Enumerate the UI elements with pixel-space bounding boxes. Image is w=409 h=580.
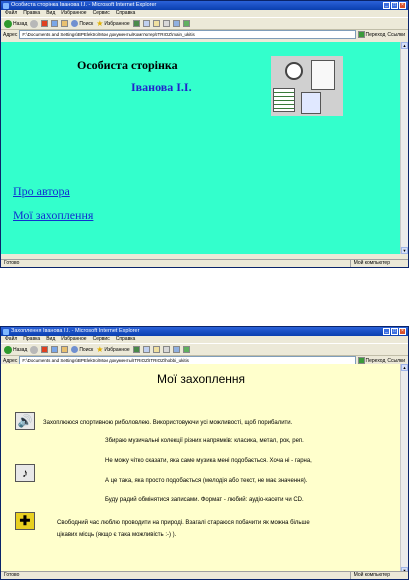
status-zone: Мой компьютер (350, 260, 408, 267)
back-button[interactable]: Назад (4, 20, 27, 28)
link-about-author[interactable]: Про автора (13, 184, 70, 198)
fishing-paragraph: Захоплююся спортивною риболовлею. Використовуючи усі можливості, щоб порибалити. (43, 420, 293, 426)
minimize-button[interactable]: _ (383, 2, 390, 9)
scroll-down-icon[interactable]: ▼ (402, 248, 407, 253)
menu-view[interactable]: Вид (46, 10, 56, 16)
go-arrow-icon (358, 357, 365, 364)
menu-edit[interactable]: Правка (23, 336, 41, 342)
menu-help[interactable]: Справка (115, 336, 136, 342)
history-icon[interactable] (143, 20, 150, 27)
music-note-icon: ♪ (15, 464, 35, 482)
minimize-button[interactable]: _ (383, 328, 390, 335)
browser-window-1 (0, 0, 409, 268)
status-zone: Мой компьютер (350, 572, 408, 579)
status-text: Готово (4, 260, 20, 266)
menu-edit[interactable]: Правка (23, 10, 41, 16)
music-line-3: А це така, яка просто подобається (мелодія або текст, не має значення). (105, 478, 308, 484)
star-icon: ★ (96, 19, 104, 28)
music-line-4: Буду радий обмінятися записами. Формат - любий: аудіо-касети чи CD. (105, 497, 304, 503)
links-button[interactable]: Ссылки (387, 31, 405, 38)
music-line-2: Не можу чітко сказати, яка саме музика мені подобається. Хоча ні - гарна, (105, 458, 312, 464)
mail-icon[interactable] (153, 346, 160, 353)
address-label: Адрес (3, 31, 18, 38)
link-hobbies[interactable]: Мої захоплення (13, 208, 94, 222)
home-icon[interactable] (61, 346, 68, 353)
toolbar (1, 17, 408, 29)
address-input[interactable]: F:\Documents and Settings\BPElektro\Мои документы\Комп'ютер\ITRIOZ\main_ukitis (19, 30, 355, 39)
page-title: Особиста сторінка (77, 58, 178, 72)
calendar-icon (311, 60, 335, 90)
status-bar (1, 259, 408, 267)
favorites-button[interactable]: ★ Избранное (96, 345, 130, 354)
messenger-icon[interactable] (183, 346, 190, 353)
vertical-scrollbar[interactable] (400, 364, 408, 574)
stop-icon[interactable] (41, 20, 48, 27)
search-button[interactable]: Поиск (71, 346, 93, 353)
menu-bar (1, 10, 408, 17)
toolbar (1, 343, 408, 355)
back-button[interactable]: Назад (4, 346, 27, 354)
nature-paragraph-line-1: Свободний час люблю проводити на природі. Взагалі стараюся побачити як можна більше (57, 520, 310, 526)
close-button[interactable]: × (399, 328, 406, 335)
clock-icon (285, 62, 303, 80)
go-arrow-icon (358, 31, 365, 38)
address-label: Адрес (3, 357, 18, 364)
messenger-icon[interactable] (183, 20, 190, 27)
forward-arrow-icon[interactable] (30, 346, 38, 354)
media-icon[interactable] (133, 346, 140, 353)
media-icon[interactable] (133, 20, 140, 27)
ie-icon (3, 3, 9, 9)
edit-icon[interactable] (173, 20, 180, 27)
menu-favorites[interactable]: Избранное (61, 336, 87, 342)
back-arrow-icon (4, 346, 12, 354)
menu-tools[interactable]: Сервис (92, 10, 110, 16)
favorites-button[interactable]: ★ Избранное (96, 19, 130, 28)
search-icon (71, 346, 78, 353)
title-bar[interactable] (1, 1, 408, 10)
star-icon: ★ (96, 345, 104, 354)
ie-icon (3, 329, 9, 335)
page-content (1, 364, 401, 574)
refresh-icon[interactable] (51, 346, 58, 353)
forward-arrow-icon[interactable] (30, 20, 38, 28)
page-title: Мої захоплення (156, 372, 246, 386)
address-bar (1, 29, 408, 39)
history-icon[interactable] (143, 346, 150, 353)
menu-help[interactable]: Справка (115, 10, 136, 16)
music-line-1: Збираю музичальні колекції різних напрямків: класика, метал, рок, реп. (105, 438, 304, 444)
speaker-icon: 🔊 (15, 412, 35, 430)
status-bar (1, 571, 408, 579)
vertical-scrollbar[interactable] (400, 42, 408, 254)
chart-icon (273, 88, 295, 112)
mail-icon[interactable] (153, 20, 160, 27)
print-icon[interactable] (163, 20, 170, 27)
window-title: Особиста сторінка Іванова І.І. - Microsoft Internet Explorer (11, 2, 157, 8)
page-content (1, 42, 401, 254)
nature-paragraph-line-2: цікавих місць (якщо є така можливість :-) ). (57, 532, 177, 538)
address-input[interactable]: F:\Documents and Settings\BPElektro\Мои документы\ITRIOZ\ITRIOZ\hobbi_ukitis (19, 356, 355, 365)
home-icon[interactable] (61, 20, 68, 27)
scroll-up-icon[interactable]: ▲ (402, 365, 407, 370)
status-text: Готово (4, 572, 20, 578)
maximize-button[interactable]: □ (392, 2, 397, 8)
close-button[interactable]: × (399, 2, 406, 9)
go-button[interactable]: Переход (358, 31, 386, 38)
refresh-icon[interactable] (51, 20, 58, 27)
menu-file[interactable]: Файл (5, 10, 18, 16)
author-name: Іванова І.І. (131, 80, 192, 94)
menu-tools[interactable]: Сервис (92, 336, 110, 342)
search-icon (71, 20, 78, 27)
document-icon (301, 92, 321, 114)
back-arrow-icon (4, 20, 12, 28)
menu-file[interactable]: Файл (5, 336, 18, 342)
menu-favorites[interactable]: Избранное (61, 10, 87, 16)
stop-icon[interactable] (41, 346, 48, 353)
scroll-up-icon[interactable]: ▲ (402, 43, 407, 48)
maximize-button[interactable]: □ (392, 328, 397, 334)
desk-illustration (271, 56, 343, 116)
menu-view[interactable]: Вид (46, 336, 56, 342)
menu-bar (1, 336, 408, 343)
cross-icon: ✚ (15, 512, 35, 530)
go-button[interactable]: Переход (358, 357, 386, 364)
links-button[interactable]: Ссылки (387, 357, 405, 364)
edit-icon[interactable] (173, 346, 180, 353)
browser-window-2 (0, 326, 409, 580)
window-title: Захоплення Іванова І.І. - Microsoft Internet Explorer (11, 328, 140, 334)
title-bar[interactable] (1, 327, 408, 336)
search-button[interactable]: Поиск (71, 20, 93, 27)
print-icon[interactable] (163, 346, 170, 353)
